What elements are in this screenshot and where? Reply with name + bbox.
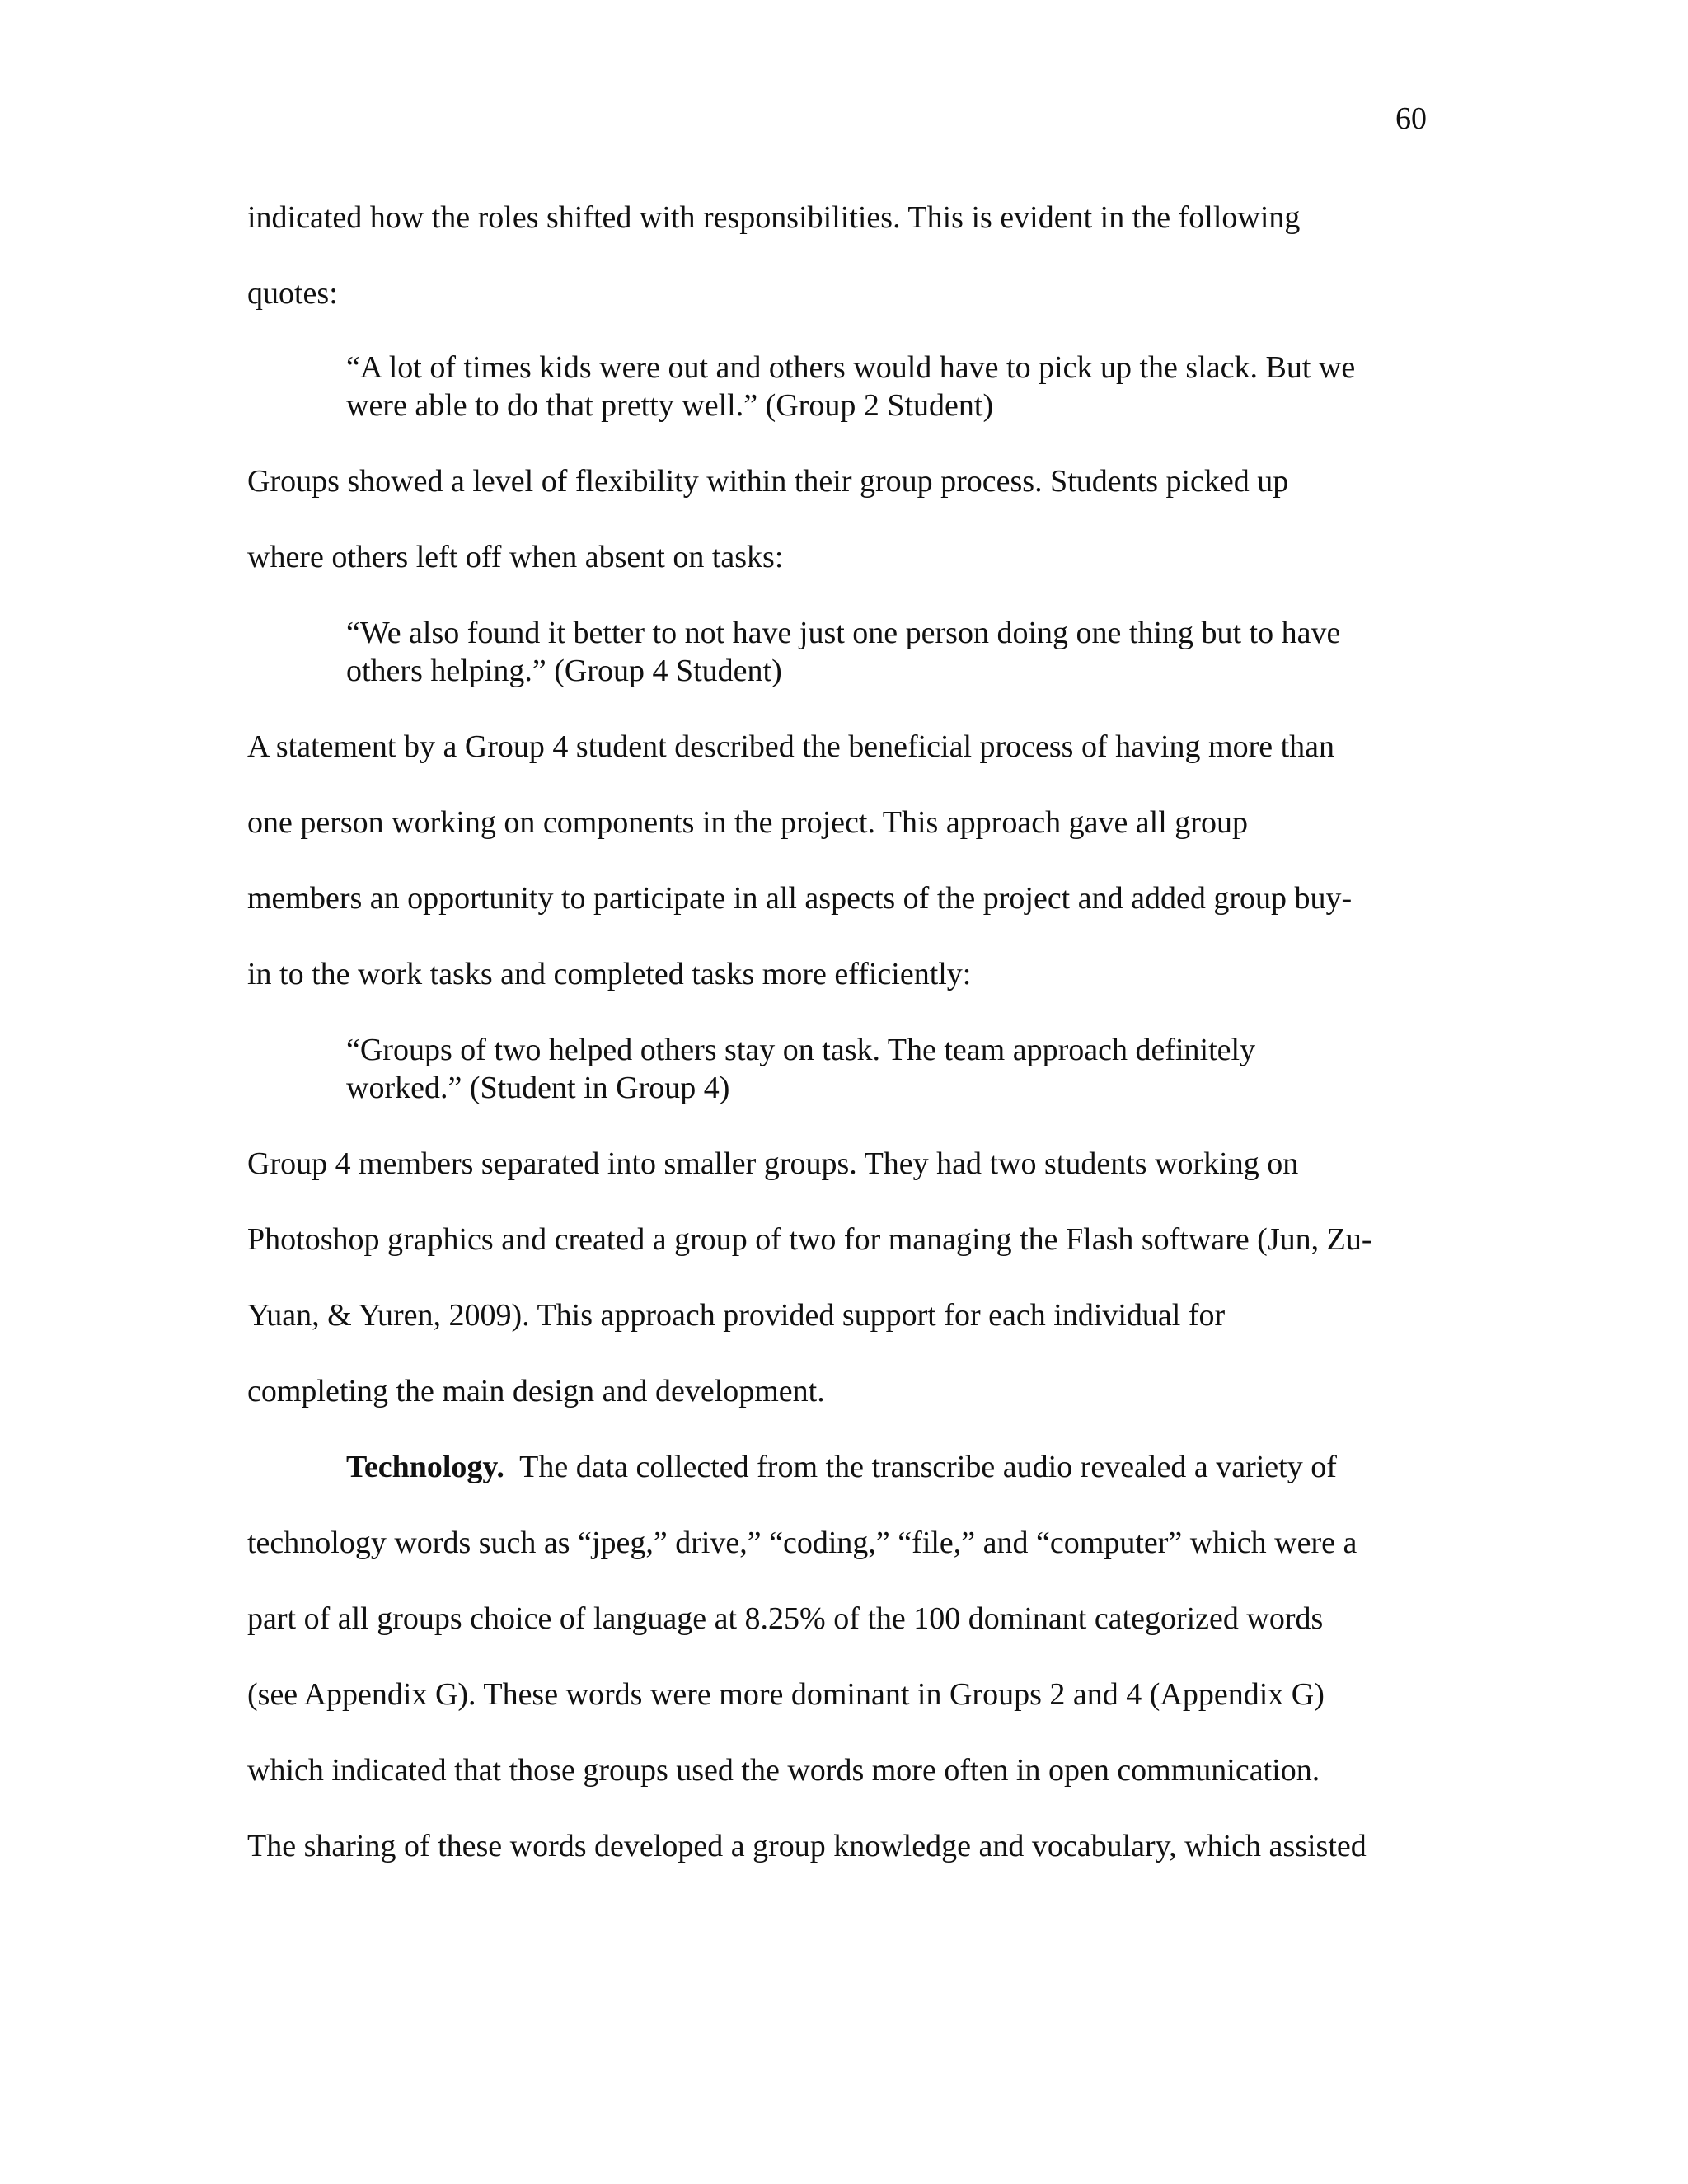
paragraph-line: part of all groups choice of language at 8.25% of the 100 dominant categorized words xyxy=(247,1601,1324,1636)
technology-first-line xyxy=(346,1446,1337,1488)
paragraph-line: one person working on components in the project. This approach gave all group xyxy=(247,805,1248,840)
paragraph-line: Groups showed a level of flexibility within their group process. Students picked up xyxy=(247,464,1289,499)
paragraph-line: Photoshop graphics and created a group of two for managing the Flash software (Jun, Zu- xyxy=(247,1222,1372,1257)
paragraph-line: A statement by a Group 4 student described the beneficial process of having more than xyxy=(247,729,1335,764)
paragraph-line: where others left off when absent on tasks: xyxy=(247,540,784,574)
section-heading-technology: Technology. xyxy=(346,1450,504,1484)
block-quote-line: others helping.” (Group 4 Student) xyxy=(346,654,782,688)
page-number: 60 xyxy=(1395,101,1427,136)
paragraph-line: The sharing of these words developed a group knowledge and vocabulary, which assisted xyxy=(247,1829,1367,1863)
block-quote-line: worked.” (Student in Group 4) xyxy=(346,1071,730,1105)
paragraph-line: Yuan, & Yuren, 2009). This approach provided support for each individual for xyxy=(247,1298,1226,1333)
paragraph-line: (see Appendix G). These words were more dominant in Groups 2 and 4 (Appendix G) xyxy=(247,1677,1325,1712)
block-quote-line: “A lot of times kids were out and others would have to pick up the slack. But we xyxy=(346,350,1356,385)
block-quote-line: “We also found it better to not have just one person doing one thing but to have xyxy=(346,616,1341,650)
paragraph-line: in to the work tasks and completed tasks more efficiently: xyxy=(247,957,972,991)
block-quote-line: were able to do that pretty well.” (Group 2 Student) xyxy=(346,388,994,423)
paragraph-line: Group 4 members separated into smaller groups. They had two students working on xyxy=(247,1146,1299,1181)
paragraph-line: which indicated that those groups used the words more often in open communication. xyxy=(247,1753,1320,1788)
paragraph-line: quotes: xyxy=(247,276,338,311)
paragraph-line: members an opportunity to participate in all aspects of the project and added group buy- xyxy=(247,881,1353,916)
block-quote-line: “Groups of two helped others stay on task. The team approach definitely xyxy=(346,1033,1256,1067)
technology-line-text: The data collected from the transcribe audio revealed a variety of xyxy=(504,1450,1337,1484)
paragraph-line: indicated how the roles shifted with responsibilities. This is evident in the following xyxy=(247,200,1301,235)
paragraph-line: technology words such as “jpeg,” drive,” “coding,” “file,” and “computer” which were a xyxy=(247,1526,1357,1560)
paragraph-line: completing the main design and development. xyxy=(247,1374,825,1408)
